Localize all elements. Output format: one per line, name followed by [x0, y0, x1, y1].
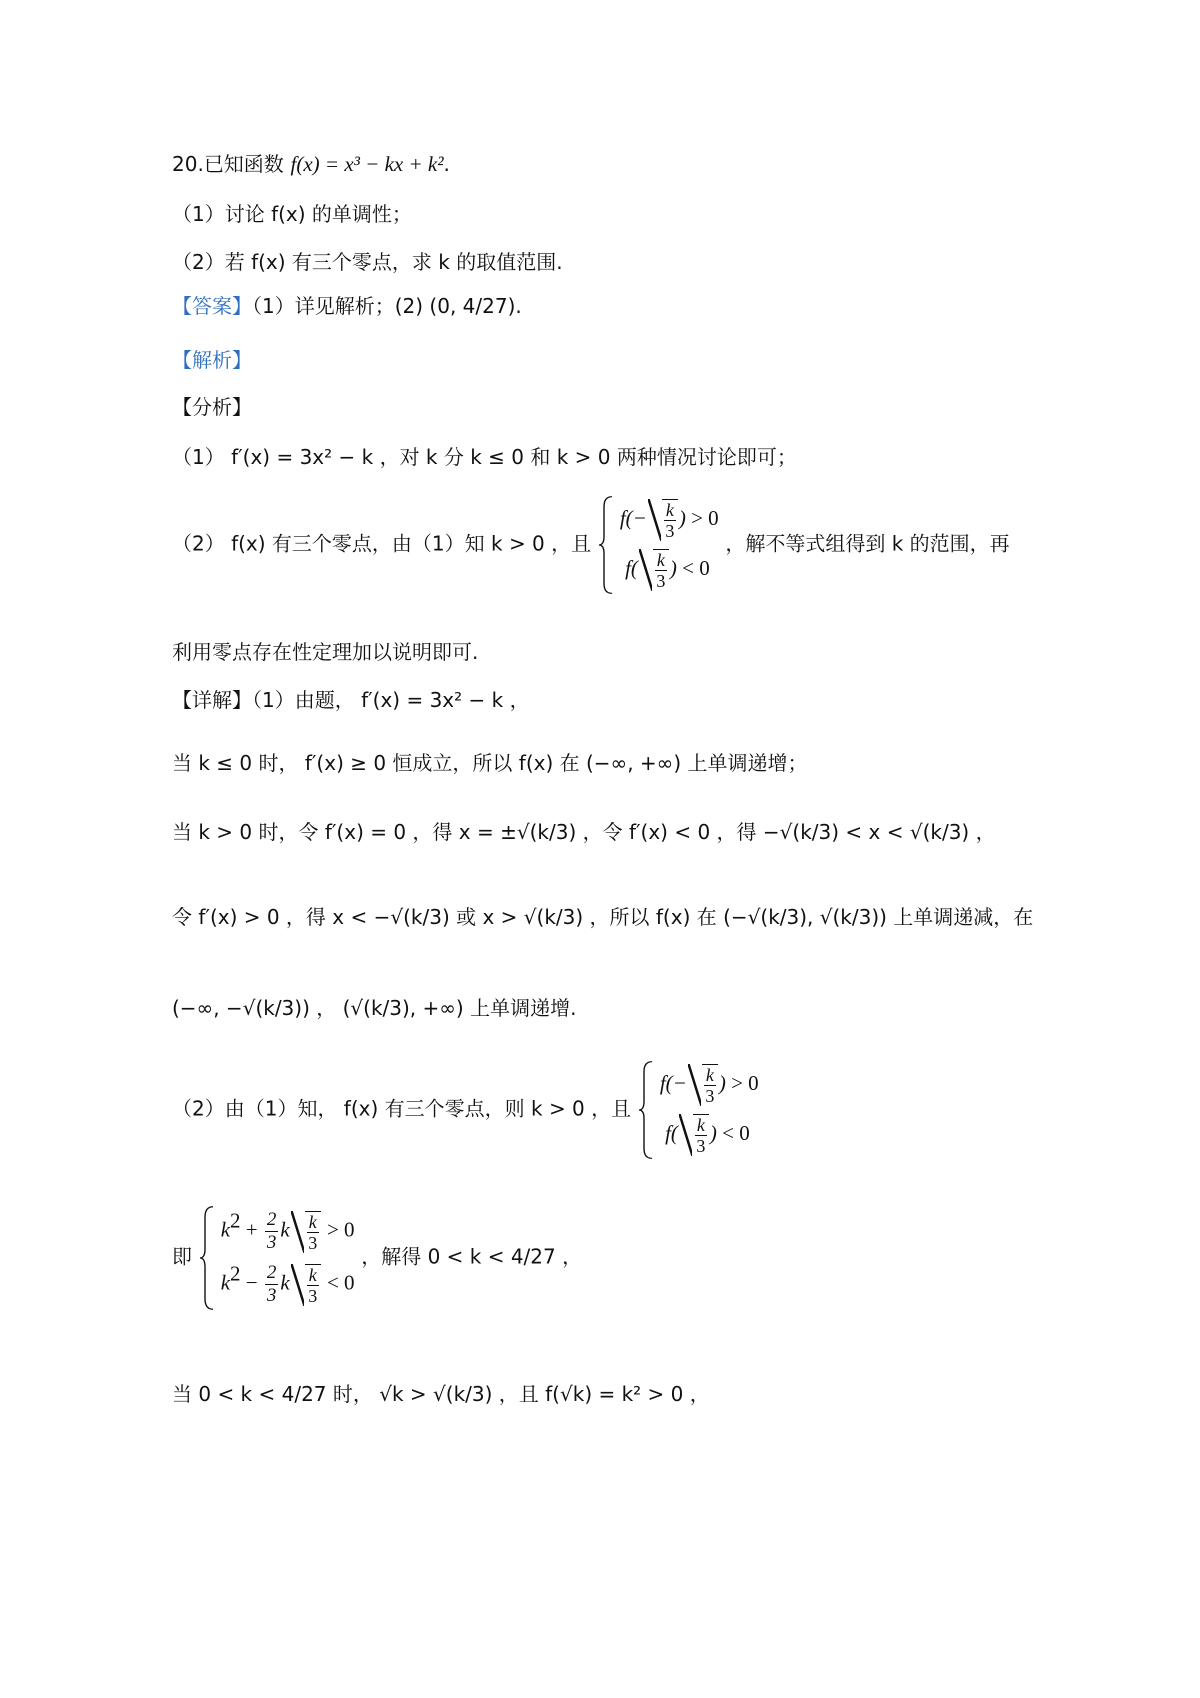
problem-number: 20.: [172, 152, 204, 176]
analysis-2b: ，解不等式组得到 k 的范围，再: [725, 531, 1010, 556]
answer-tag: 【答案】: [172, 294, 252, 318]
analysis-tag: 【分析】: [172, 395, 252, 419]
answer-text: （1）详见解析；(2) (0, 4/27).: [252, 294, 522, 318]
system2-row1: f(− $\frac{k}{3}$ ) > 0: [659, 1065, 759, 1106]
problem-stem: 20.已知函数 f(x) = x³ − kx + k².: [172, 152, 450, 176]
detail-2: 当 k ≤ 0 时， f′(x) ≥ 0 恒成立，所以 f(x) 在 (−∞, +∞) 上单调递增；: [172, 751, 808, 775]
inequality-system-3: [199, 1205, 355, 1311]
problem-formula: f(x) = x³ − kx + k²: [290, 152, 444, 176]
detail-7a: 即: [172, 1244, 192, 1269]
detail-8: 当 0 < k < 4/27 时， √k > √(k/3) ，且 f(√k) = k² > 0 ，: [172, 1382, 710, 1406]
answer-line: [172, 296, 522, 317]
detail-4: 令 f′(x) > 0 ，得 x < −√(k/3) 或 x > √(k/3) ，所以 f(x) 在 (−√(k/3), √(k/3)) 上单调递减，在: [172, 905, 1034, 929]
brace-icon: [199, 1205, 215, 1311]
detail-3: 当 k > 0 时，令 f′(x) = 0 ，得 x = ±√(k/3) ，令 f′(x) < 0 ，得 −√(k/3) < x < √(k/3) ，: [172, 820, 996, 844]
detail-7: [172, 1205, 582, 1311]
system3-row2: $k^2$ − $\frac{2}{3}$ k $\frac{k}{3}$ < 0: [220, 1261, 355, 1306]
detail-5: (−∞, −√(k/3)) ， (√(k/3), +∞) 上单调递增.: [172, 996, 577, 1020]
detail-tag: 【详解】: [172, 688, 252, 712]
detail-1-text: （1）由题， f′(x) = 3x² − k ，: [252, 688, 530, 712]
system3-row1: $k^2$ + $\frac{2}{3}$ k $\frac{k}{3}$ > 0: [220, 1208, 355, 1253]
system2-row2: f( $\frac{k}{3}$ ) < 0: [659, 1115, 750, 1156]
brace-icon: [598, 495, 614, 595]
inequality-system-2: [638, 1060, 759, 1160]
detail-1: [172, 690, 530, 711]
analysis-2a: （2） f(x) 有三个零点，由（1）知 k > 0 ，且: [172, 531, 592, 556]
system1-row2: f( $\frac{k}{3}$ ) < 0: [619, 550, 710, 591]
analysis-1: （1） f′(x) = 3x² − k ，对 k 分 k ≤ 0 和 k > 0 两种情况讨论即可；: [172, 445, 797, 469]
brace-icon: [638, 1060, 654, 1160]
detail-7b: ，解得 0 < k < 4/27 ，: [361, 1244, 583, 1269]
explanation-tag: 【解析】: [172, 348, 252, 372]
detail-6: [172, 1060, 759, 1160]
analysis-2: [172, 495, 1010, 595]
system1-row1: f(− $\frac{k}{3}$ ) > 0: [619, 500, 719, 541]
problem-part1: （1）讨论 f(x) 的单调性；: [172, 202, 412, 226]
analysis-2c: 利用零点存在性定理加以说明即可.: [172, 640, 479, 664]
problem-stem-text: 已知函数: [203, 152, 284, 176]
inequality-system-1: [598, 495, 719, 595]
detail-6-text: （2）由（1）知， f(x) 有三个零点，则 k > 0 ，且: [172, 1096, 632, 1121]
problem-part2: （2）若 f(x) 有三个零点，求 k 的取值范围.: [172, 250, 563, 274]
